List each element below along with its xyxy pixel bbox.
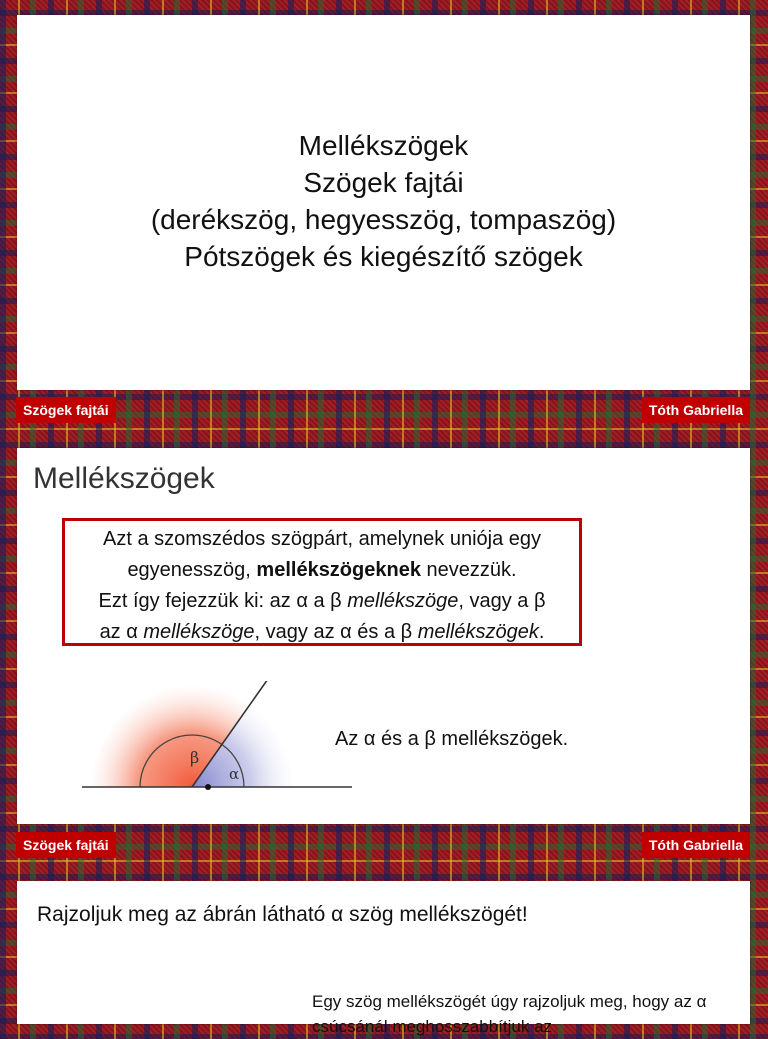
definition-text: nevezzük. [420,559,517,581]
vertex-point [205,784,211,790]
footer-topic-label: Szögek fajtái [16,832,116,858]
footer-author-label: Tóth Gabriella [642,397,750,423]
definition-term: mellékszögeknek [256,559,421,581]
definition-line-2 [65,555,579,586]
definition-italic: mellékszöge [143,621,255,643]
supplementary-angles-diagram [62,681,362,801]
exercise-text: Egy szög mellékszögét úgy rajzoljuk meg, hogy az α csúcsánál meghosszabbítjuk az [312,992,707,1036]
definition-box [62,518,582,646]
title-line-4: Pótszögek és kiegészítő szögek [184,241,583,272]
definition-text: Ezt így fejezzük ki: az α a β [98,590,348,612]
beta-label: β [190,748,200,767]
alpha-label: α [229,765,240,783]
definition-line-3 [65,586,579,617]
definition-text: az α [99,621,144,643]
definition-text: egyenesszög, [127,559,257,581]
title-line-1: Mellékszögek [298,130,469,161]
definition-text: , vagy az α és a β [254,621,418,643]
exercise-slide [17,881,750,1036]
definition-italic: mellékszögek [417,621,539,643]
footer-topic-label: Szögek fajtái [16,397,116,423]
footer-author-label: Tóth Gabriella [642,832,750,858]
title-line-3: (derékszög, hegyesszög, tompaszög) [150,204,617,235]
definition-italic: mellékszöge [347,590,459,612]
exercise-heading: Rajzoljuk meg az ábrán látható α szög mellékszögét! [37,903,528,926]
definition-line-4 [65,617,579,648]
definition-slide [17,448,750,824]
slide-heading: Mellékszögek [33,462,215,495]
title-slide [17,15,750,390]
diagram-caption: Az α és a β mellékszögek. [335,728,569,750]
title-block [17,127,750,275]
definition-text: , vagy a β [458,590,546,612]
title-line-2: Szögek fajtái [303,167,464,198]
definition-text: . [538,621,545,643]
definition-line-1: Azt a szomszédos szögpárt, amelynek uniója egy [103,528,541,550]
